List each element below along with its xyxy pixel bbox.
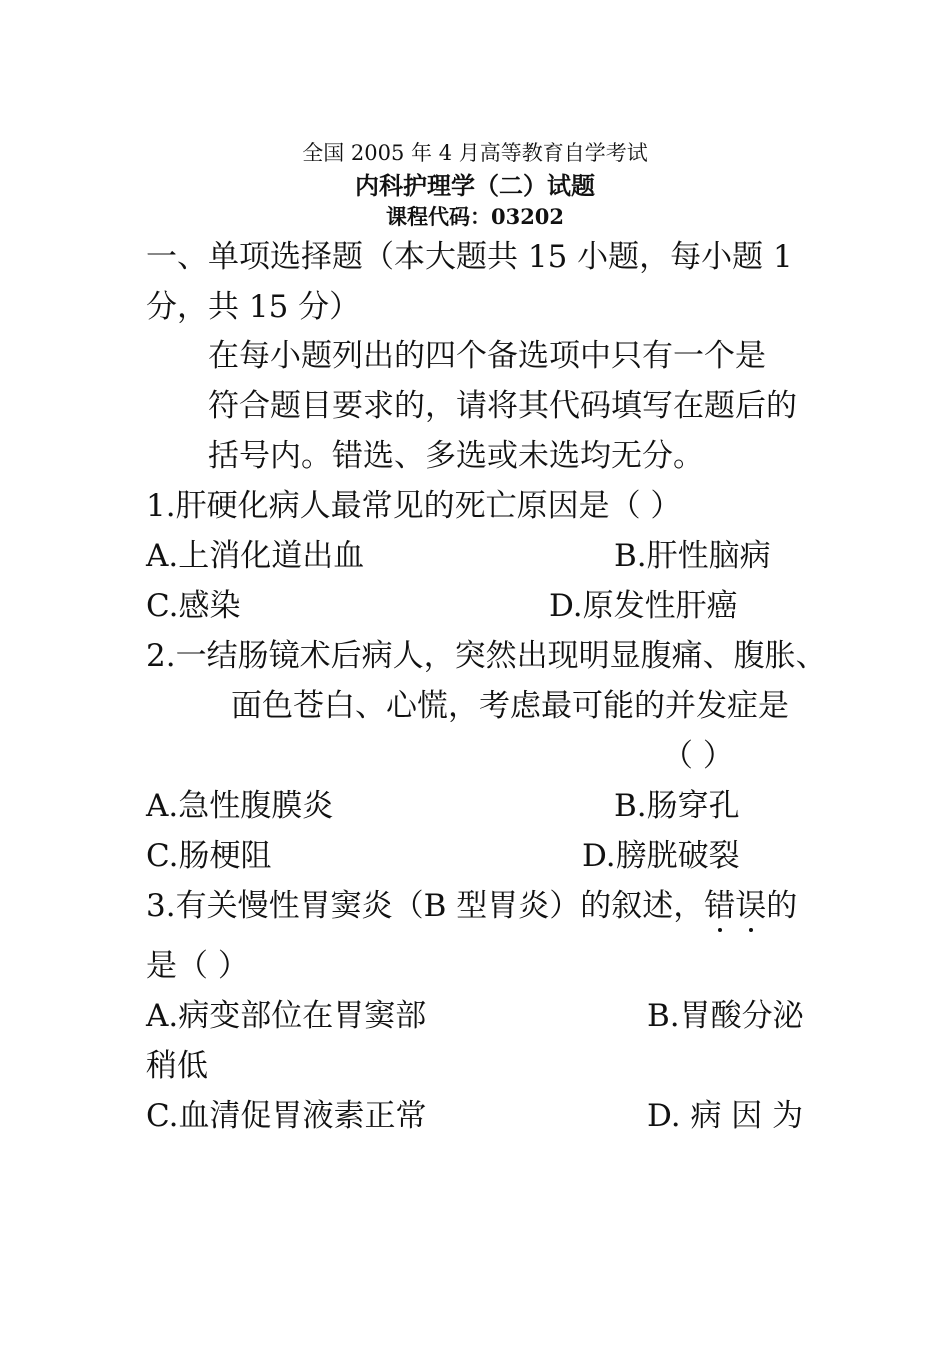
question-2-option-d: D.膀胱破裂 — [582, 838, 740, 874]
question-3-option-b: B.胃酸分泌 — [647, 998, 804, 1034]
section-heading-line1: 一、单项选择题（本大题共 15 小题，每小题 1 — [146, 239, 793, 275]
question-3-option-a: A.病变部位在胃窦部 — [146, 998, 427, 1034]
question-2-option-b: B.肠穿孔 — [614, 788, 740, 824]
question-3-option-c: C.血清促胃液素正常 — [146, 1098, 427, 1134]
instruction-line2: 符合题目要求的，请将其代码填写在题后的 — [208, 388, 797, 424]
question-2-stem-line2: 面色苍白、心慌，考虑最可能的并发症是 — [231, 688, 789, 724]
question-3-stem-text: 3.有关慢性胃窦炎（B 型胃炎）的叙述， — [146, 888, 705, 924]
emphasis-char: 错 — [704, 888, 736, 924]
question-2-option-c: C.肠梗阻 — [146, 838, 272, 874]
exam-title: 全国 2005 年 4 月高等教育自学考试 — [302, 141, 648, 165]
emphasis-char: 误 — [735, 888, 767, 924]
question-2-stem-line1: 2.一结肠镜术后病人，突然出现明显腹痛、腹胀、 — [146, 638, 827, 674]
instruction-line3: 括号内。错选、多选或未选均无分。 — [208, 438, 704, 474]
question-3-emphasis — [704, 888, 766, 924]
question-1-option-b: B.肝性脑病 — [614, 538, 771, 574]
question-1-stem: 1.肝硬化病人最常见的死亡原因是（ ） — [146, 488, 682, 524]
question-3-option-b-continued: 稍低 — [146, 1048, 208, 1084]
question-2-stem-line3: （ ） — [662, 738, 734, 774]
instruction-line1: 在每小题列出的四个备选项中只有一个是 — [208, 338, 766, 374]
question-1-option-c: C.感染 — [146, 588, 241, 624]
question-2-option-a: A.急性腹膜炎 — [146, 788, 334, 824]
question-3-stem-line1 — [146, 888, 798, 924]
question-3-option-d: D. 病 因 为 — [647, 1098, 804, 1134]
question-3-stem-tail: 的 — [766, 888, 798, 924]
question-3-stem-line2: 是（ ） — [146, 948, 249, 984]
section-heading-line2: 分，共 15 分） — [146, 289, 361, 325]
subject-title: 内科护理学（二）试题 — [355, 171, 595, 200]
question-1-option-a: A.上消化道出血 — [146, 538, 365, 574]
question-1-option-d: D.原发性肝癌 — [549, 588, 738, 624]
course-code: 课程代码：03202 — [385, 204, 565, 229]
